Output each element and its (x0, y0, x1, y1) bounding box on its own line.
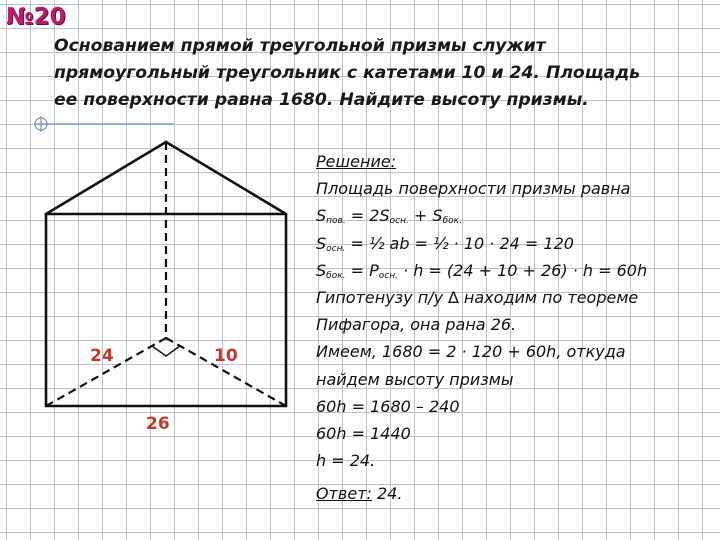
solution-line: h = 24. (316, 451, 376, 471)
solution-line: Пифагора, она рана 26. (316, 315, 517, 335)
solution-line: Гипотенузу п/у ∆ находим по теореме (316, 288, 639, 308)
right-angle-mark (152, 346, 180, 356)
solution-line: Площадь поверхности призмы равна (316, 179, 631, 199)
solution-block (316, 148, 716, 474)
prism-top-left-edge (46, 142, 166, 214)
problem-line: прямоугольный треугольник с катетами 10 и 24. Площадь (54, 63, 641, 83)
task-number: №20 (6, 4, 66, 30)
answer-value: 24. (371, 484, 403, 503)
answer-label: Ответ: (316, 484, 372, 503)
formula-surface-area: $S_{пов.} = 2S_{осн.} + S_{бок.}$ (316, 206, 462, 227)
solution-line: 60h = 1440 (316, 424, 411, 444)
solution-header: Решение: (316, 152, 397, 171)
solution-line: 60h = 1680 – 240 (316, 396, 460, 416)
formula-lateral-area: $S_{бок.} = P_{осн.} \cdot h = (24 + 10 + 26) \cdot h = 60h$ (316, 260, 648, 281)
solution-line: найдем высоту призмы (316, 369, 514, 389)
hypotenuse-label-26: 26 (146, 414, 170, 434)
solution-line: Имеем, 1680 = 2 · 120 + 60h, откуда (316, 342, 626, 362)
answer-line (316, 484, 402, 503)
prism-top-right-edge (166, 142, 286, 214)
problem-line: ее поверхности равна 1680. Найдите высоту призмы. (54, 90, 589, 110)
problem-line: Основанием прямой треугольной призмы служит (54, 36, 546, 56)
leg-label-10: 10 (214, 346, 238, 366)
formula-base-area: $S_{осн.}$ = ½ ab = ½ · 10 · 24 = 120 (316, 233, 574, 254)
leg-label-24: 24 (90, 346, 114, 366)
